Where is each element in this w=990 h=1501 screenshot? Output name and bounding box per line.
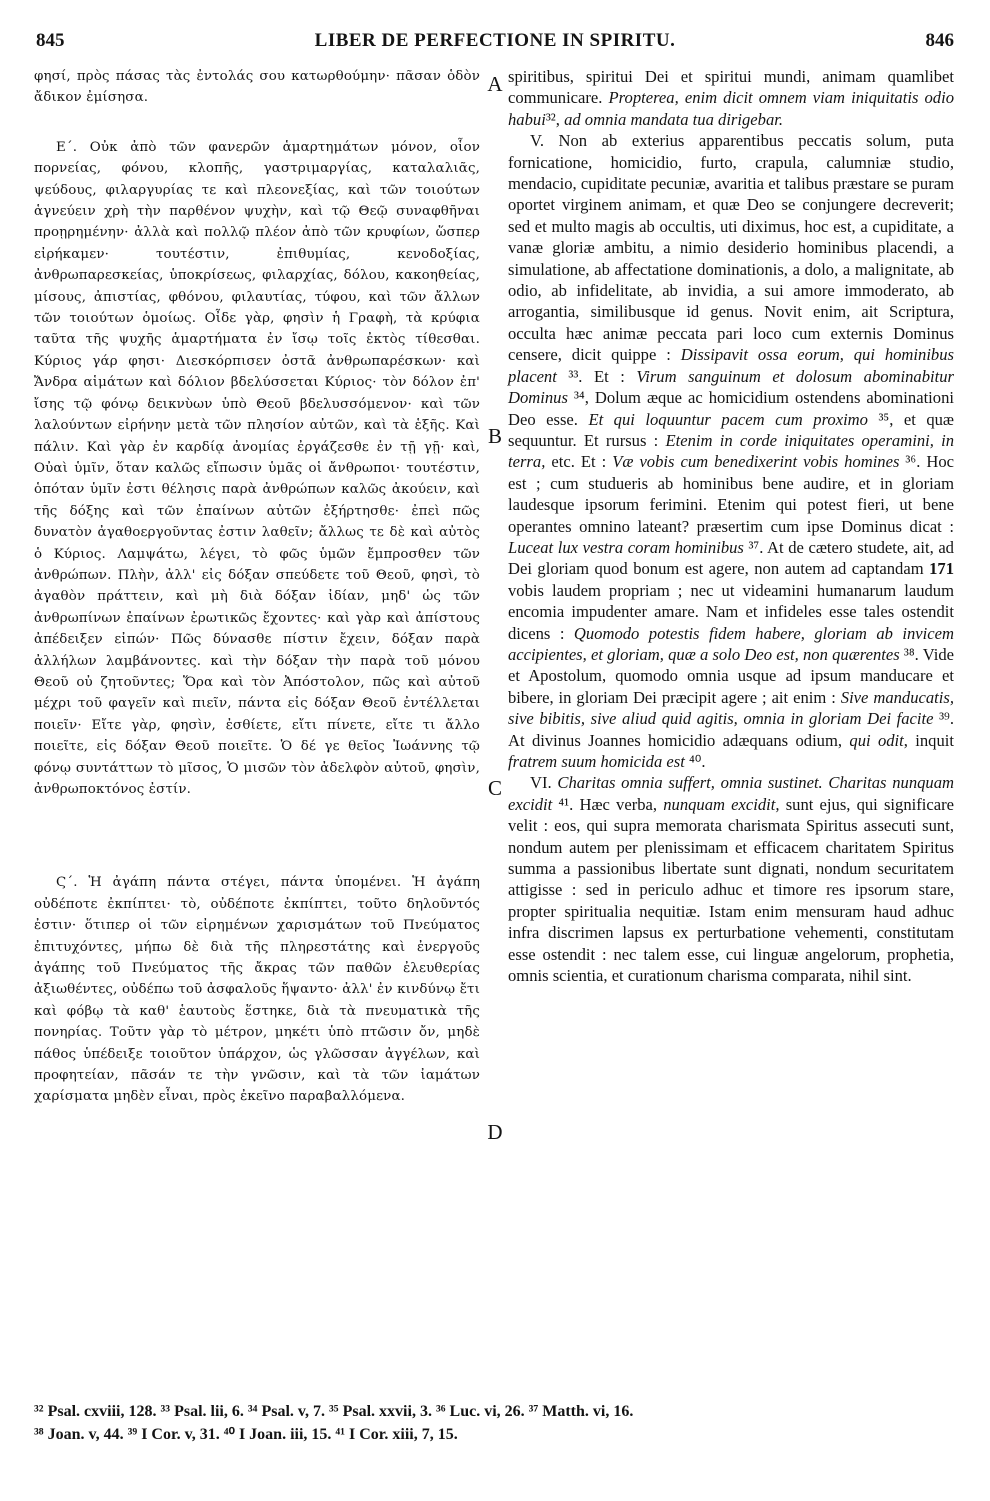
greek-column bbox=[34, 66, 480, 1108]
greek-paragraph-2: Ε΄. Οὐκ ἀπὸ τῶν φανερῶν ἁμαρτημάτων μόνον, οἷον πορνείας, φόνου, κλοπῆς, γαστριμαργίας, καταλαλιᾶς, ψεύδους, φιλαργυρίας τε καὶ πλεονεξίας, καὶ τῶν τοιούτων ἁγνεύειν χρὴ τὴν παρθένον ψυχὴν, καὶ τῷ Θεῷ συναφθῆναι προῃρημένην· ἀλλὰ καὶ πολλῷ πλέον ἀπὸ τῶν κρυφίων, ὥσπερ εἰρήκαμεν· τουτέστιν, ἐπιθυμίας, κενοδοξίας, ἀνθρωπαρεσκείας, ὑποκρίσεως, φιλαρχίας, δόλου, κακοηθείας, μίσους, ἀπιστίας, φθόνου, φιλαυτίας, τύφου, καὶ τῶν ἄλλων τῶν τοιούτων ὁμοίως. Οἶδε γὰρ, φησὶν ἡ Γραφὴ, τὰ κρύφια ταῦτα τῆς ψυχῆς ἁμαρτήματα ἐν ἴσῳ τοῖς ἐκτὸς τίθεσθαι. Κύριος γάρ φησι· Διεσκόρπισεν ὀστᾶ ἀνθρωπαρέσκων· καὶ Ἄνδρα αἱμάτων καὶ δόλιον βδελύσσεται Κύριος· τὸν δόλον ἐπ' ἴσης τῷ φόνῳ δεικνὺων ὑπὸ Θεοῦ βδελυσσόμενον· καὶ τῶν λαλούντων εἰρήνην μετὰ τῶν πλησίον αὐτῶν, καὶ τὰ ἑξῆς. Καὶ πάλιν. Καὶ γὰρ ἐν καρδίᾳ ἀνομίας ἐργάζεσθε ἐν τῇ γῇ· καὶ, Οὐαὶ ὑμῖν, ὅταν καλῶς εἴπωσιν ὑμᾶς οἱ ἄνθρωποι· τουτέστιν, ὁπόταν ὑμῖν ἐστι θέλησις παρὰ ἀνθρώπων καλῶς ἀκούειν, καὶ τῆς δόξης καὶ τῶν ἐπαίνων αὐτῶν ἐξήρτησθε· ἐπεὶ πῶς δυνατὸν ἀγαθοεργοῦντας ἐστιν λαθεῖν; ἄλλως τε δὲ καὶ αὐτὸς ὁ Κύριος. Λαμψάτω, λέγει, τὸ φῶς ὑμῶν ἔμπροσθεν τῶν ἀνθρώπων. Πλὴν, ἀλλ' εἰς δόξαν σπεύδετε τοῦ Θεοῦ, φησὶ, τὸ ἀγαθὸν πράττειν, καὶ μὴ διὰ δόξαν ἰδίαν, μηδ' ὡς τῶν ἀνθρωπίνων ἐπαίνων ἐρωτικῶς ἔχοντες· καὶ γὰρ καὶ ἀπίστους ἀπέδειξεν εἰπών· Πῶς δύνασθε πίστιν ἔχειν, δόξαν παρὰ ἀλλήλων λαμβάνοντες. καὶ τὴν δόξαν τὴν παρὰ τοῦ μόνου Θεοῦ οὐ ζητοῦντες; Ὅρα καὶ τὸν Ἀπόστολον, πῶς καὶ αὐτοῦ μέχρι τοῦ φαγεῖν καὶ πιεῖν, πάντα εἰς δόξαν Θεοῦ ἐντέλλεται ποιεῖν· Εἴτε γὰρ, φησὶν, ἐσθίετε, εἴτι πίνετε, εἴτε τι ἄλλο ποιεῖτε, εἰς δόξαν Θεοῦ ποιεῖτε. Ὁ δέ γε θεῖος Ἰωάννης τῷ φόνῳ συντάττων τὸ μῖσος, Ὁ μισῶν τὸν ἀδελφὸν αὐτοῦ, φησὶν, ἀνθρωποκτόνος ἐστίν. bbox=[34, 139, 480, 797]
latin-quote: Sive manducatis, sive bibitis, sive aliud quid agitis, omnia in gloriam Dei facite bbox=[508, 687, 955, 729]
latin-quote: Propterea, enim dicit omnem viam iniquitatis odio habui bbox=[508, 88, 954, 129]
latin-quote: Et qui loquuntur pacem cum proximo bbox=[588, 409, 868, 429]
latin-text: etc. Et : bbox=[545, 452, 613, 472]
latin-paragraph-2 bbox=[508, 130, 954, 772]
latin-text: spiritibus, spiritui Dei et spiritui mundi, animam quamlibet communicare. bbox=[508, 67, 954, 108]
latin-quote: Etenim in corde iniquitates operamini, in terra, bbox=[508, 430, 954, 472]
latin-text: ³⁵, et quæ sequuntur. Et rursus : bbox=[508, 409, 954, 450]
margin-marker-b: B bbox=[487, 424, 502, 448]
latin-quote: Quomodo potestis fidem habere, gloriam ab invicem accipientes, et gloriam, quæ a solo Deo est, non quærentes bbox=[508, 623, 954, 664]
footnote-line-2: ³⁸ Joan. v, 44. ³⁹ I Cor. v, 31. ⁴⁰ I Joan. iii, 15. ⁴¹ I Cor. xiii, 7, 15. bbox=[34, 1426, 458, 1443]
margin-marker-d: D bbox=[487, 1120, 503, 1144]
latin-text: vobis laudem propriam ; nec ut videamini humanarum laudum encomia impudenter amare. Nam et infideles esse tales ostendit dicens : bbox=[508, 580, 954, 643]
latin-text: , inquit bbox=[903, 730, 954, 750]
footnote-line-1: ³² Psal. cxviii, 128. ³³ Psal. lii, 6. ³⁴ Psal. v, 7. ³⁵ Psal. xxvii, 3. ³⁶ Luc. vi, 26. ³⁷ Matth. vi, 16. bbox=[34, 1403, 634, 1420]
latin-quote: Virum sanguinum et dolosum abominabitur Dominus bbox=[508, 366, 954, 408]
greek-paragraph-1: φησί, πρὸς πάσας τὰς ἐντολάς σου κατωρθούμην· πᾶσαν ὁδὸν ἄδικον ἐμίσησα. bbox=[34, 69, 480, 106]
latin-quote: Dissipavit ossa eorum, qui hominibus placent bbox=[508, 345, 954, 386]
latin-quote: nunquam excidit, bbox=[663, 794, 780, 814]
latin-quote: fratrem suum homicida est bbox=[508, 752, 685, 771]
latin-quote: qui odit bbox=[849, 730, 904, 750]
latin-text: VI. bbox=[530, 773, 558, 793]
page-number-left: 845 bbox=[36, 30, 65, 51]
margin-marker-a: A bbox=[487, 72, 503, 96]
latin-quote: Charitas omnia suffert, omnia sustinet. Charitas nunquam excidit bbox=[508, 773, 954, 814]
latin-text: ³⁹. At divinus Joannes homicidio adæquans odium, bbox=[508, 709, 954, 750]
latin-text: ⁴¹. Hæc verba, bbox=[552, 794, 664, 814]
latin-paragraph-1 bbox=[508, 66, 954, 130]
page-number-right: 846 bbox=[925, 30, 954, 51]
latin-text: sunt ejus, qui significare velit : eos, qui supra memorata charismata Spiritus assecuti sunt, nondum autem per plenissimam et efficacem charitatem Spiritus summa a passionibus libertate sunt dignati, nondum securitatem attigisse : sed in periculo adhuc et timore res ipsorum stare, propter spiritualia nequitiæ. Istam enim mensuram haud adhuc infra discrimen lapsus ex perturbatione vehementi, constitutam esse ostendit : nec talem esse, cui linguæ angelorum, prophetia, omnis scientia, et curationum charisma comparata, nihil sint. bbox=[508, 794, 954, 986]
latin-text: ³³. Et : bbox=[556, 366, 637, 386]
footnotes bbox=[34, 1400, 964, 1446]
latin-quote: Væ vobis cum benedixerint vobis homines bbox=[612, 452, 900, 472]
latin-text: ³⁸. Vide et Apostolum, quomodo omnia usque ad ipsum manducare et bibere, in gloriam Dei præcipit agere ; ait enim : bbox=[508, 644, 954, 707]
latin-text: ³⁷. At de cætero studete, ait, ad Dei gloriam quod bonum est agere, non autem ad captandam bbox=[508, 537, 954, 579]
running-title: LIBER DE PERFECTIONE IN SPIRITU. bbox=[314, 30, 676, 51]
latin-quote: ad omnia mandata tua dirigebar. bbox=[564, 109, 784, 129]
latin-text: ³⁴, Dolum æque ac homicidium ostendens abominationi Deo esse. bbox=[508, 388, 954, 429]
greek-paragraph-3: Ϛ΄. Ἡ ἀγάπη πάντα στέγει, πάντα ὑπομένει. Ἡ ἀγάπη οὐδέποτε ἐκπίπτει· τὸ, οὐδέποτε ἐκπίπτει, τοῦτο δηλοῦντός ἐστιν· ὅτιπερ οἱ τῶν εἰρημένων χαρισμάτων τοῦ Πνεύματος ἐπιτυχόντες, μήπω δὲ διὰ τῆς πληρεστάτης καὶ ἐνεργοῦς ἀγάπης τοῦ Πνεύματος τῆς ἄκρας τῶν παθῶν ἐλευθερίας ἀξιωθέντες, οὐδέπω τοῦ ἀσφαλοῦς ἥψαντο· ἀλλ' ἐν κινδύνῳ ἔτι καὶ φόβῳ τὰ καθ' ἑαυτοὺς ἕστηκε, διὰ τὰ πνευματικὰ τῆς πονηρίας. Τοῦτν γὰρ τὸ μέτρον, μηκέτι ὑπὸ πτῶσιν ὄν, μηδὲ πάθος ὑπέδειξε τοιοῦτον ὑπάρχον, ὡς γλῶσσαν ἀγγέλων, καὶ προφητείαν, πᾶσάν τε τὴν γνῶσιν, καὶ τὰ τῶν ἰαμάτων χαρίσματα μηδὲν εἶναι, πρὸς ἐκεῖνο παραβαλλόμενα. bbox=[34, 875, 480, 1105]
margin-marker-c: C bbox=[487, 776, 502, 800]
footnote-ref: ³², bbox=[545, 109, 565, 129]
latin-text: ³⁶. Hoc est ; cum studueris ab hominibus bene audire, et in gloriam laudesque ipsorum ferimini. Etenim qui potest fieri, ut bene operantes omnino lateant? præsertim cum ipse Dominus dicat : bbox=[508, 452, 954, 536]
latin-quote: Luceat lux vestra coram hominibus bbox=[508, 537, 744, 557]
latin-column bbox=[508, 66, 954, 986]
latin-paragraph-3 bbox=[508, 772, 954, 986]
latin-text: V. Non ab exterius apparentibus peccatis solum, puta fornicatione, homicidio, furto, crapula, calumniæ studio, mendacio, cupiditate pecuniæ, avaritia et talibus præstare se puram oportet virginem animam, et quæ Deo se conjungere decreverit; sed et multo magis ab occultis, uti diximus, hoc est, a cupiditate, a vanæ gloriæ ambitu, a nimio desiderio hominibus placendi, a simulatione, ab affectatione dominationis, a dolo, a malignitate, ab odio, ab infidelitate, ab invidia, a sui amore immoderato, ab arrogantia, similibusque id genus. Novit enim, ait Scriptura, occulta hæc animæ peccata pari loco cum externis Dominus censere, dicit quippe : bbox=[508, 131, 954, 365]
column-number: 171 bbox=[929, 559, 954, 579]
page-header bbox=[36, 30, 954, 58]
latin-text: ⁴⁰. bbox=[684, 752, 706, 771]
